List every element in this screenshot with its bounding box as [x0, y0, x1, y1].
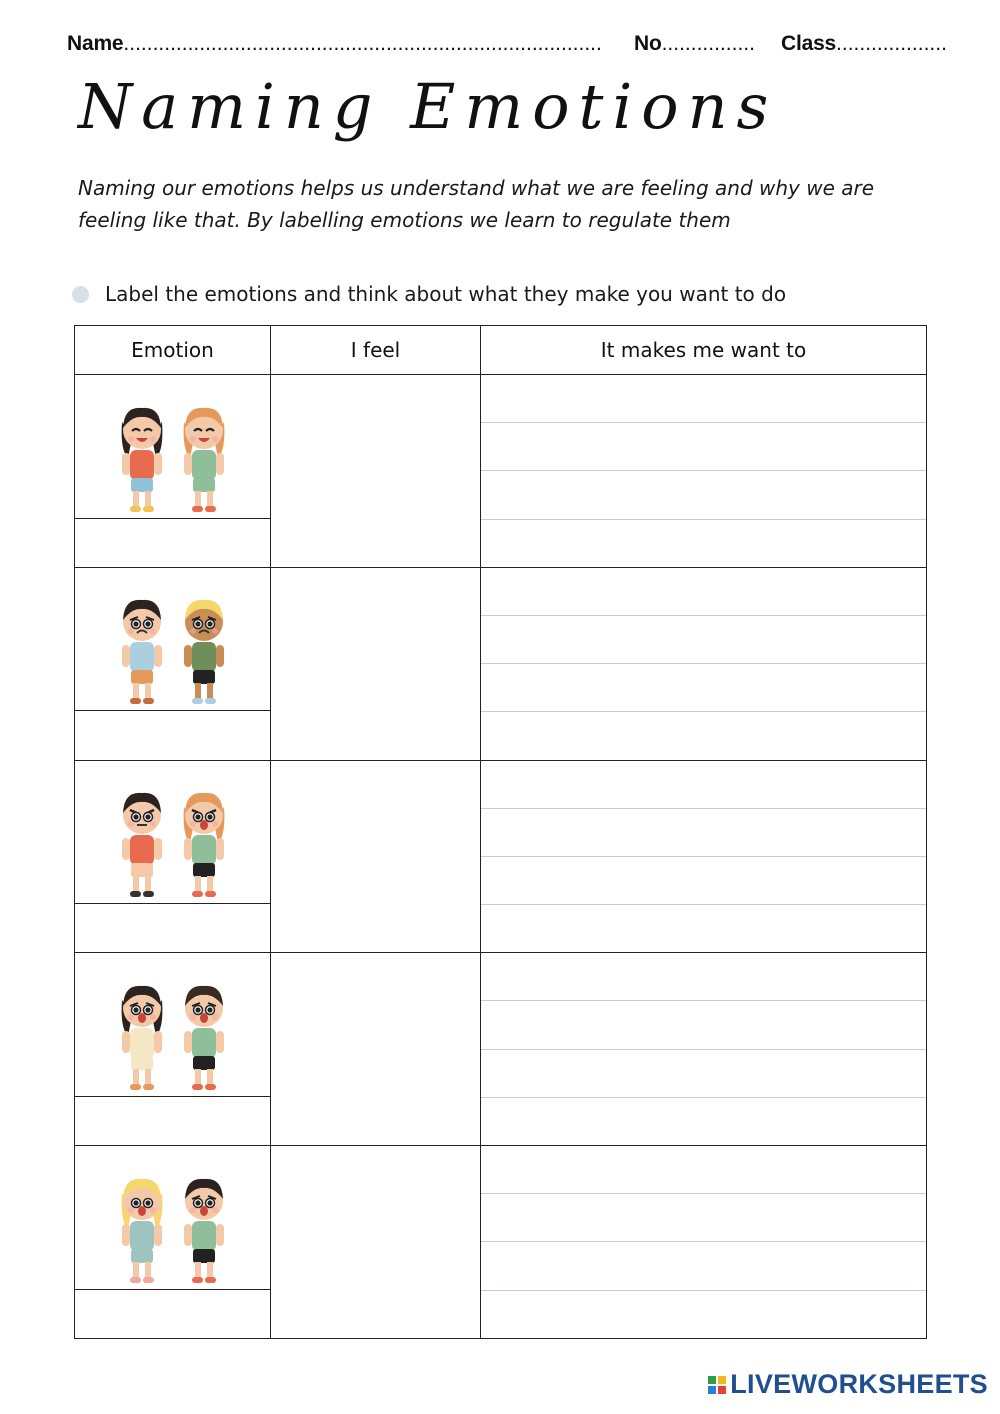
liveworksheets-logo-icon: [708, 1376, 726, 1394]
makes-me-want-answer[interactable]: [481, 375, 927, 568]
emotion-illustration: [75, 375, 271, 519]
table-row: [75, 375, 927, 519]
i-feel-answer[interactable]: [271, 375, 481, 568]
kids-scared-icon: [75, 953, 270, 1096]
instruction: [72, 280, 786, 308]
kids-surprised-icon: [75, 1146, 270, 1289]
instruction-text: Label the emotions and think about what they make you want to do: [105, 282, 787, 306]
writing-line[interactable]: [481, 1194, 926, 1242]
makes-me-want-answer[interactable]: [481, 760, 927, 953]
makes-me-want-answer[interactable]: [481, 567, 927, 760]
bullet-icon: [72, 286, 89, 303]
intro-text: Naming our emotions helps us understand what we are feeling and why we are feeling like that. By labelling emotions we learn to regulate them: [78, 176, 875, 232]
table-row: [75, 567, 927, 711]
writing-line[interactable]: [481, 712, 926, 759]
name-field[interactable]: Name..................................................................................: [67, 32, 602, 55]
writing-line[interactable]: [481, 953, 926, 1001]
kids-laughing-icon: [75, 375, 270, 518]
emotion-label-answer[interactable]: [75, 1096, 271, 1145]
emotions-table: [74, 325, 927, 1339]
i-feel-answer[interactable]: [271, 1146, 481, 1339]
i-feel-answer[interactable]: [271, 567, 481, 760]
writing-line[interactable]: [481, 568, 926, 616]
number-field[interactable]: No................: [634, 32, 755, 55]
worksheet-title: Naming Emotions: [78, 70, 778, 143]
makes-me-want-answer[interactable]: [481, 953, 927, 1146]
i-feel-answer[interactable]: [271, 760, 481, 953]
makes-me-want-answer[interactable]: [481, 1146, 927, 1339]
writing-line[interactable]: [481, 616, 926, 664]
writing-line[interactable]: [481, 1001, 926, 1049]
writing-line[interactable]: [481, 1050, 926, 1098]
writing-line[interactable]: [481, 1242, 926, 1290]
emotion-label-answer[interactable]: [75, 518, 271, 567]
emotion-illustration: [75, 953, 271, 1097]
table-row: [75, 760, 927, 904]
writing-line[interactable]: [481, 857, 926, 905]
emotion-illustration: [75, 567, 271, 711]
writing-line[interactable]: [481, 520, 926, 567]
emotion-illustration: [75, 760, 271, 904]
header-emotion: Emotion: [75, 326, 271, 375]
writing-line[interactable]: [481, 471, 926, 519]
i-feel-answer[interactable]: [271, 953, 481, 1146]
emotion-label-answer[interactable]: [75, 1289, 271, 1338]
emotion-label-answer[interactable]: [75, 711, 271, 760]
writing-line[interactable]: [481, 1098, 926, 1145]
writing-line[interactable]: [481, 1291, 926, 1338]
class-field[interactable]: Class...................: [781, 32, 947, 55]
emotion-illustration: [75, 1146, 271, 1290]
emotion-label-answer[interactable]: [75, 904, 271, 953]
writing-line[interactable]: [481, 905, 926, 952]
writing-line[interactable]: [481, 423, 926, 471]
table-header-row: [75, 326, 927, 375]
table-row: [75, 1146, 927, 1290]
writing-line[interactable]: [481, 1146, 926, 1194]
student-info-line: [67, 32, 967, 62]
liveworksheets-watermark: LIVEWORKSHEETS: [708, 1369, 988, 1400]
writing-line[interactable]: [481, 809, 926, 857]
header-i-feel: I feel: [271, 326, 481, 375]
header-makes-me-want: It makes me want to: [481, 326, 927, 375]
table-row: [75, 953, 927, 1097]
writing-line[interactable]: [481, 761, 926, 809]
writing-line[interactable]: [481, 375, 926, 423]
kids-sad-icon: [75, 568, 270, 711]
kids-angry-icon: [75, 761, 270, 904]
writing-line[interactable]: [481, 664, 926, 712]
